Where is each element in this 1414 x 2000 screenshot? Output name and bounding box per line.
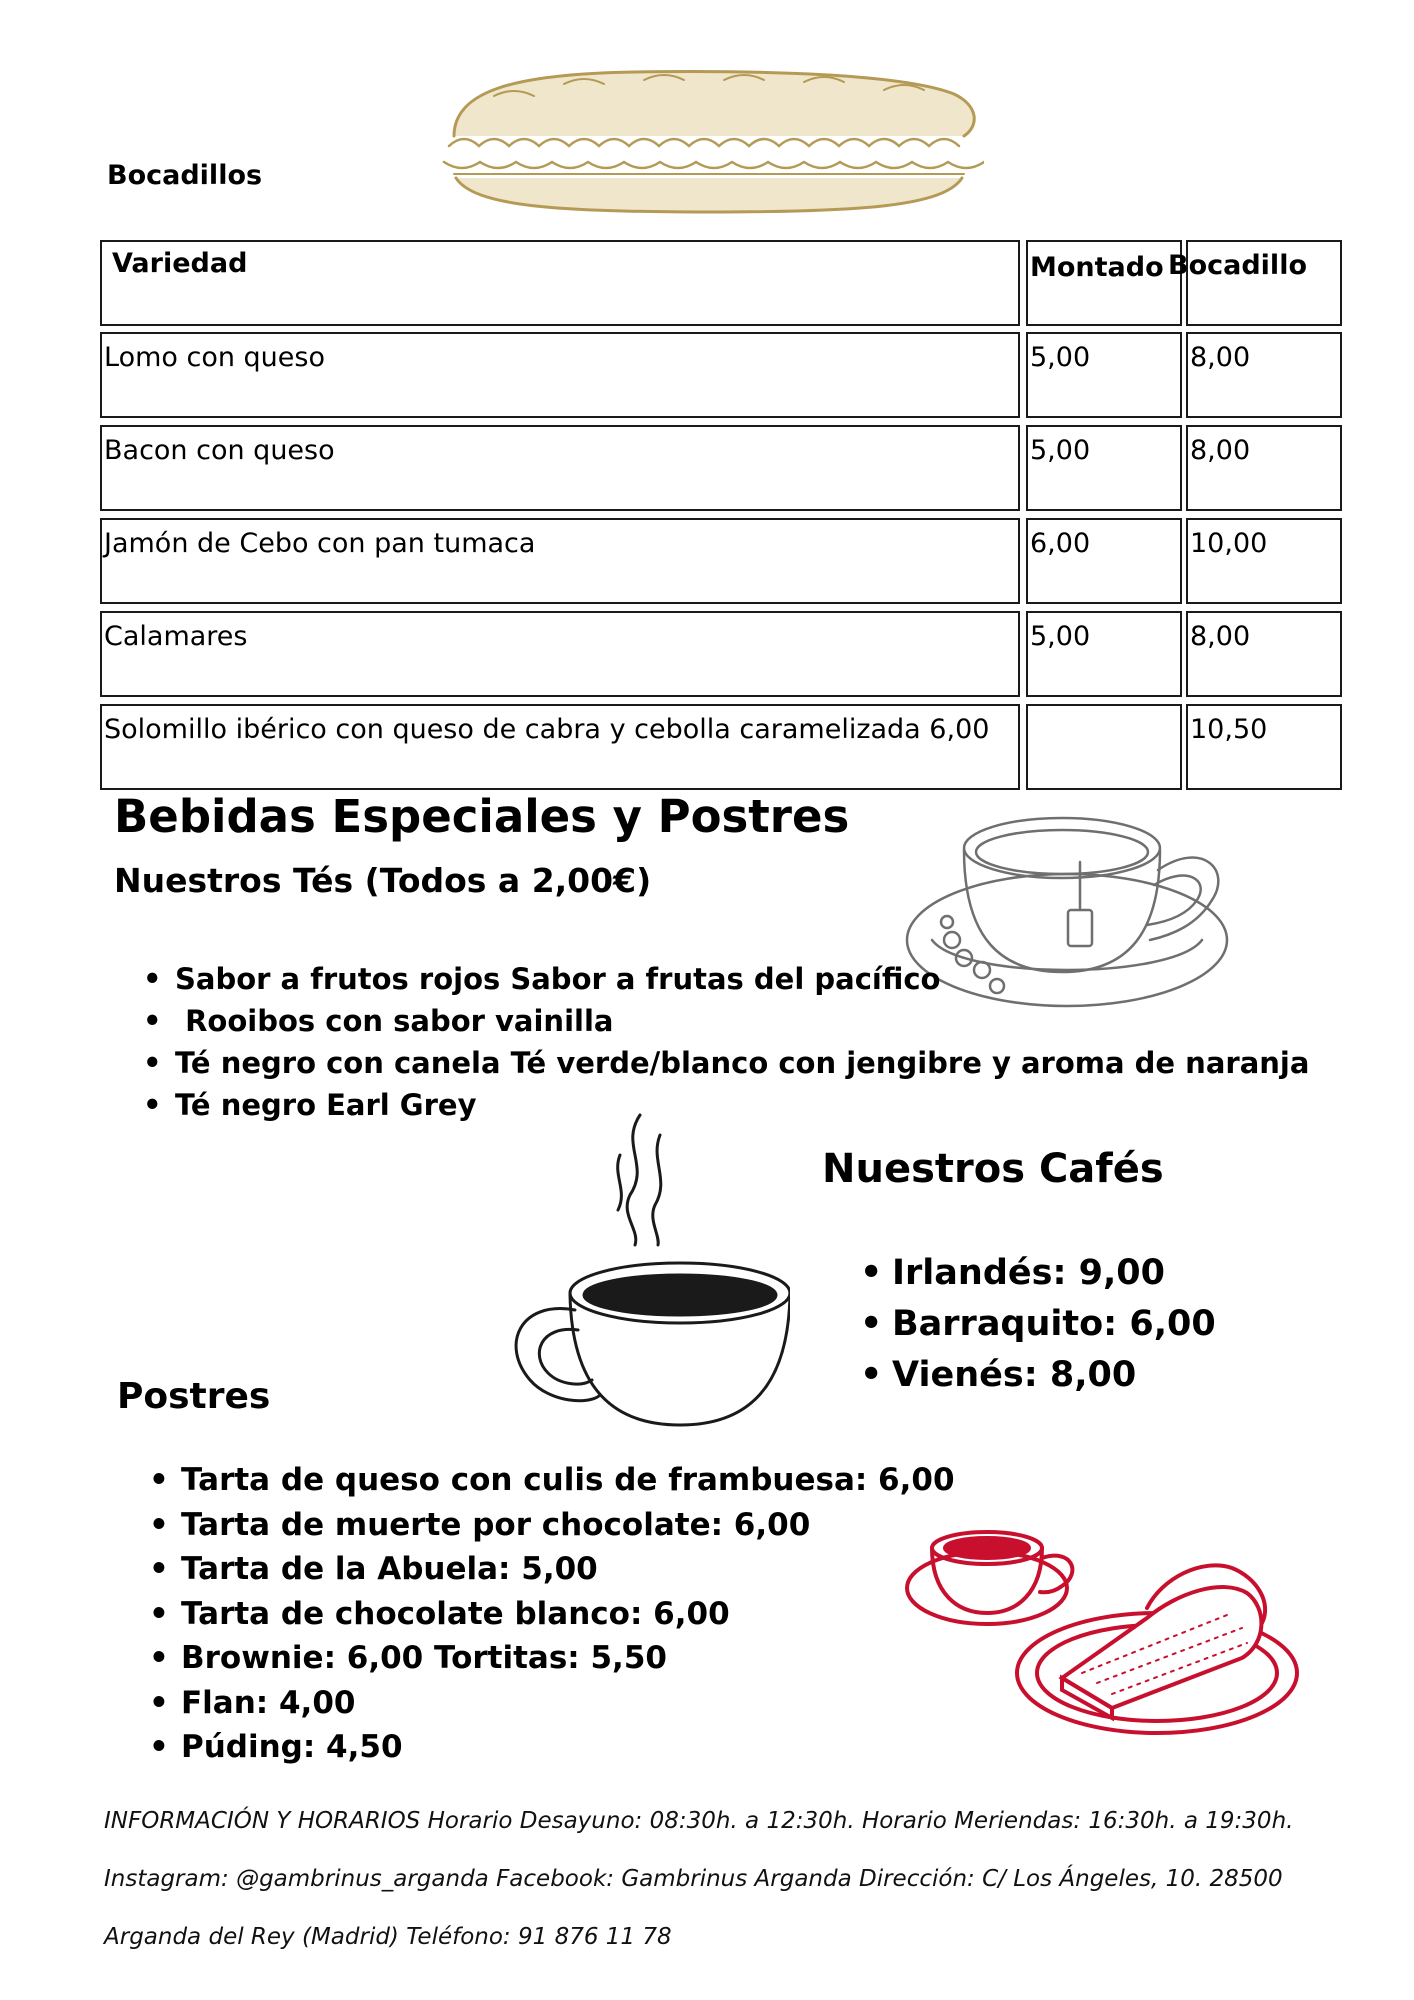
list-item: • Barraquito: 6,00 — [892, 1299, 1216, 1350]
table-row-bocadillo: 8,00 — [1186, 332, 1342, 418]
list-item: • Púding: 4,50 — [181, 1725, 955, 1770]
tes-list — [175, 958, 1309, 1126]
postres-title: Postres — [117, 1376, 271, 1417]
footer-social-address: Instagram: @gambrinus_arganda Facebook: Gambrinus Arganda Dirección: C/ Los Ángeles, 10. 28500 — [104, 1866, 1283, 1892]
table-row-bocadillo: 8,00 — [1186, 611, 1342, 697]
tes-title: Nuestros Tés (Todos a 2,00€) — [114, 861, 652, 900]
cafes-title: Nuestros Cafés — [822, 1146, 1164, 1192]
table-header-bocadillo-label: Bocadillo — [1168, 250, 1307, 281]
table-row-montado — [1026, 704, 1182, 790]
list-item: • Tarta de chocolate blanco: 6,00 — [181, 1592, 955, 1637]
bebidas-title: Bebidas Especiales y Postres — [114, 790, 850, 843]
table-row-bocadillo: 10,50 — [1186, 704, 1342, 790]
table-row-name: Calamares — [100, 611, 1020, 697]
table-row-montado: 6,00 — [1026, 518, 1182, 604]
table-header-montado: Montado — [1026, 240, 1182, 326]
bocadillos-title: Bocadillos — [107, 160, 263, 191]
list-item: • Tarta de queso con culis de frambuesa: 6,00 — [181, 1458, 955, 1503]
coffee-cup-illustration — [500, 1105, 790, 1435]
list-item: • Tarta de la Abuela: 5,00 — [181, 1547, 955, 1592]
table-row-bocadillo: 8,00 — [1186, 425, 1342, 511]
footer-city-phone: Arganda del Rey (Madrid) Teléfono: 91 876 11 78 — [104, 1924, 672, 1950]
cafes-list — [892, 1248, 1216, 1401]
postres-list — [181, 1458, 955, 1770]
footer-info-hours: INFORMACIÓN Y HORARIOS Horario Desayuno: 08:30h. a 12:30h. Horario Meriendas: 16:30h. a 19:30h. — [104, 1808, 1294, 1834]
table-row-name: Solomillo ibérico con queso de cabra y cebolla caramelizada 6,00 — [100, 704, 1020, 790]
list-item: • Brownie: 6,00 Tortitas: 5,50 — [181, 1636, 955, 1681]
list-item: • Irlandés: 9,00 — [892, 1248, 1216, 1299]
list-item: • Vienés: 8,00 — [892, 1350, 1216, 1401]
table-row-name: Bacon con queso — [100, 425, 1020, 511]
table-row-montado: 5,00 — [1026, 425, 1182, 511]
dessert-illustration — [902, 1508, 1302, 1738]
table-row-name: Jamón de Cebo con pan tumaca — [100, 518, 1020, 604]
list-item: • Té negro Earl Grey — [175, 1084, 1309, 1126]
table-header-variedad: Variedad — [100, 240, 1020, 326]
list-item: • Flan: 4,00 — [181, 1681, 955, 1726]
sandwich-illustration — [434, 66, 984, 216]
list-item: • Tarta de muerte por chocolate: 6,00 — [181, 1503, 955, 1548]
table-row-name: Lomo con queso — [100, 332, 1020, 418]
table-row-bocadillo: 10,00 — [1186, 518, 1342, 604]
list-item: • Té negro con canela Té verde/blanco con jengibre y aroma de naranja — [175, 1042, 1309, 1084]
table-row-montado: 5,00 — [1026, 611, 1182, 697]
list-item: • Rooibos con sabor vainilla — [175, 1000, 1309, 1042]
table-row-montado: 5,00 — [1026, 332, 1182, 418]
list-item: • Sabor a frutos rojos Sabor a frutas del pacífico — [175, 958, 1309, 1000]
